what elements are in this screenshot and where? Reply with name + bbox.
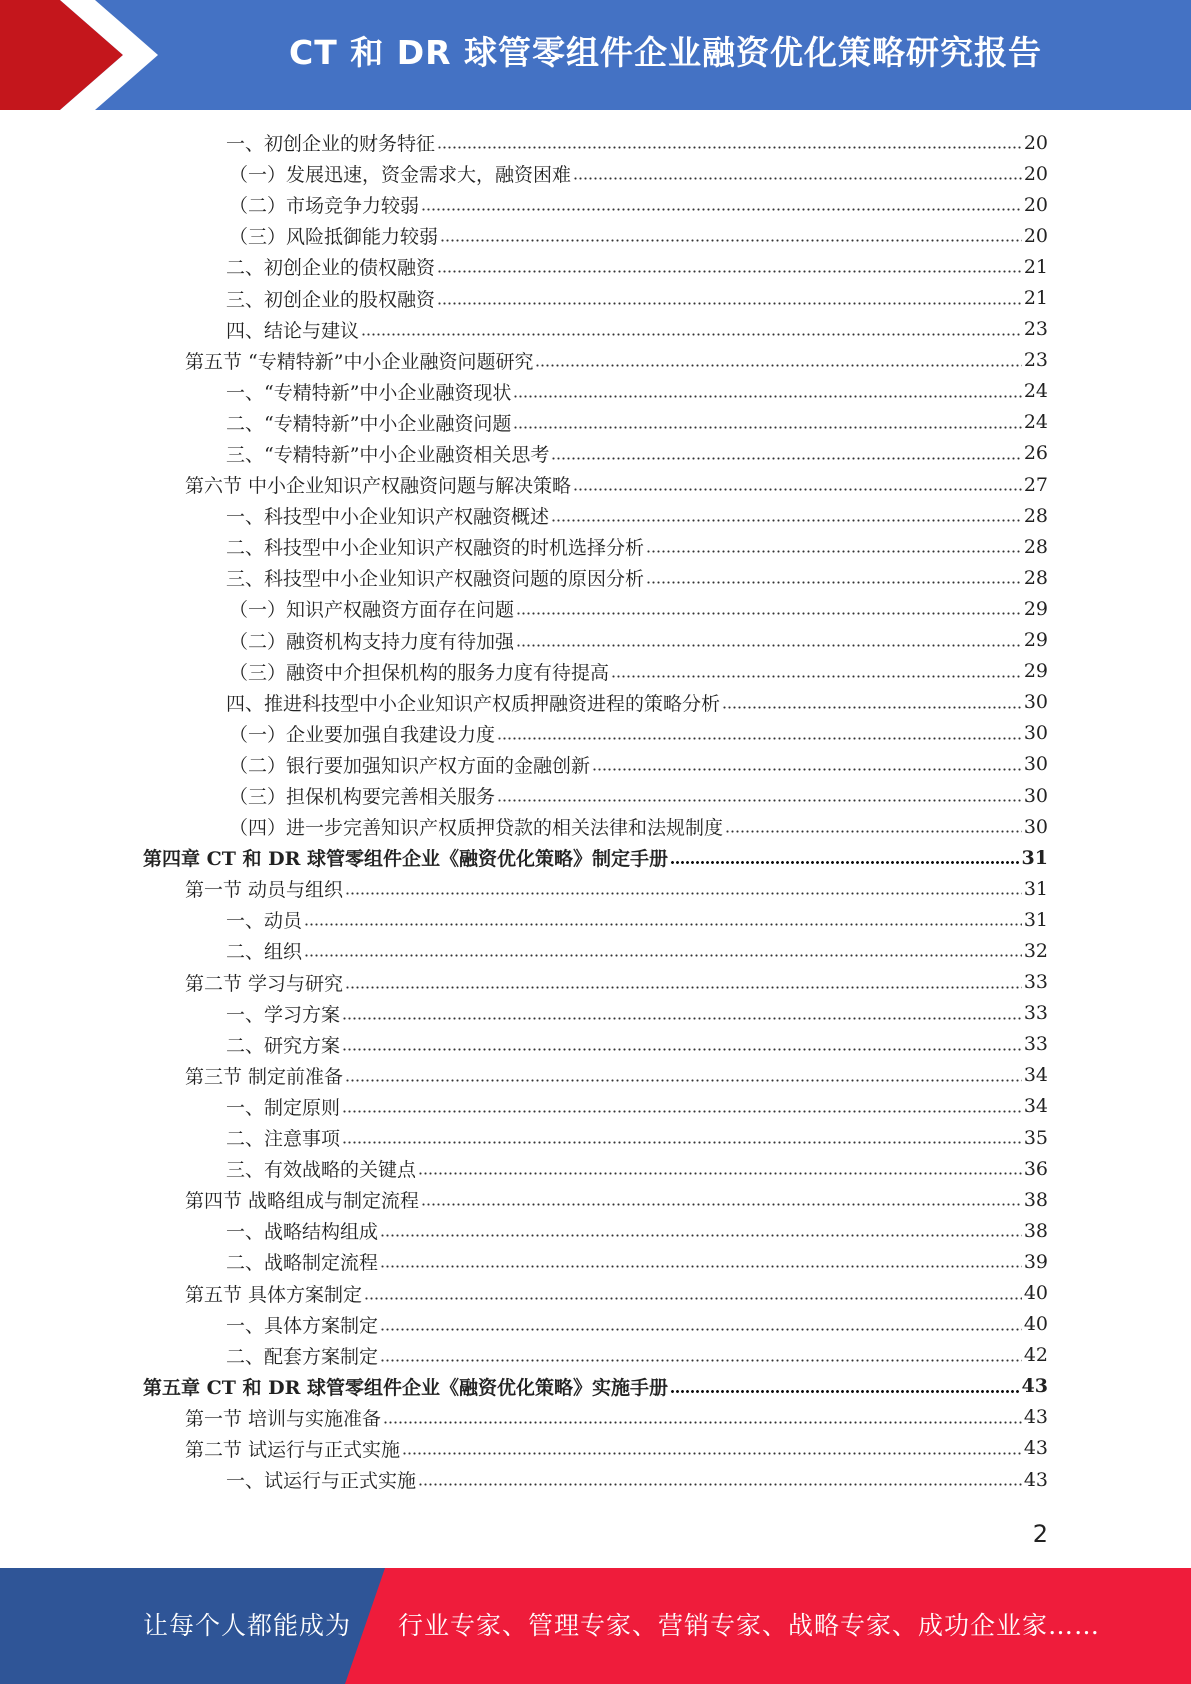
toc-dot-leader [573, 169, 1022, 188]
toc-entry-page: 38 [1023, 1219, 1048, 1242]
toc-entry-title: （一）知识产权融资方面存在问题 [229, 599, 515, 622]
toc-dot-leader [670, 853, 1020, 872]
toc-entry-title: 第五节 “专精特新”中小企业融资问题研究 [185, 350, 534, 373]
toc-entry-title: 一、制定原则 [226, 1096, 341, 1119]
toc-entry-page: 31 [1023, 908, 1048, 931]
page-footer [0, 1568, 1191, 1684]
toc-dot-leader [421, 1195, 1022, 1214]
toc-entry-page: 30 [1023, 784, 1048, 807]
toc-entry-page: 39 [1023, 1250, 1048, 1273]
toc-entry[interactable] [0, 1402, 1191, 1433]
toc-entry-title: 一、学习方案 [226, 1003, 341, 1026]
toc-entry[interactable] [0, 127, 1191, 158]
toc-entry[interactable] [0, 469, 1191, 500]
toc-entry-title: 一、动员 [226, 910, 303, 933]
toc-dot-leader [418, 1164, 1022, 1183]
toc-entry[interactable] [0, 1122, 1191, 1153]
document-title: CT 和 DR 球管零组件企业融资优化策略研究报告 [289, 33, 1042, 72]
toc-entry-page: 30 [1023, 815, 1048, 838]
toc-entry[interactable] [0, 1246, 1191, 1277]
toc-entry-title: 二、组织 [226, 941, 303, 964]
toc-entry-title: 一、战略结构组成 [226, 1221, 379, 1244]
table-of-contents [0, 127, 1191, 1495]
toc-dot-leader [380, 1257, 1022, 1276]
toc-entry[interactable] [0, 1464, 1191, 1495]
toc-dot-leader [516, 604, 1022, 623]
toc-entry-page: 38 [1023, 1188, 1048, 1211]
toc-dot-leader [535, 356, 1021, 375]
toc-dot-leader [345, 1071, 1022, 1090]
toc-entry-page: 28 [1023, 566, 1048, 589]
toc-entry-title: 三、有效战略的关键点 [226, 1159, 417, 1182]
toc-dot-leader [437, 138, 1022, 157]
toc-dot-leader [611, 667, 1022, 686]
toc-entry-page: 42 [1023, 1344, 1048, 1367]
toc-dot-leader [304, 946, 1022, 965]
toc-entry[interactable] [0, 873, 1191, 904]
toc-entry[interactable] [0, 345, 1191, 376]
toc-dot-leader [342, 1040, 1022, 1059]
toc-entry[interactable] [0, 407, 1191, 438]
toc-dot-leader [421, 200, 1022, 219]
toc-dot-leader [437, 294, 1022, 313]
toc-entry-title: （三）融资中介担保机构的服务力度有待提高 [229, 661, 610, 684]
toc-entry[interactable] [0, 562, 1191, 593]
footer-slogan-right: 行业专家、管理专家、营销专家、战略专家、成功企业家…… [398, 1611, 1101, 1640]
toc-entry-title: 一、试运行与正式实施 [226, 1470, 417, 1493]
toc-entry-page: 31 [1021, 846, 1048, 869]
toc-entry-page: 29 [1023, 660, 1048, 683]
toc-dot-leader [345, 884, 1022, 903]
toc-dot-leader [551, 449, 1021, 468]
toc-entry-title: 二、科技型中小企业知识产权融资的时机选择分析 [226, 537, 645, 560]
toc-entry[interactable] [0, 282, 1191, 313]
toc-entry-title: 二、配套方案制定 [226, 1345, 379, 1368]
toc-entry-page: 20 [1023, 193, 1048, 216]
toc-entry-title: 一、初创企业的财务特征 [226, 133, 436, 156]
toc-entry[interactable] [0, 251, 1191, 282]
toc-entry-title: 第六节 中小企业知识产权融资问题与解决策略 [185, 475, 572, 498]
toc-entry-page: 21 [1023, 287, 1048, 310]
toc-entry-page: 31 [1023, 877, 1048, 900]
toc-entry-page: 40 [1023, 1282, 1048, 1305]
toc-dot-leader [361, 325, 1022, 344]
toc-entry-title: 第一节 培训与实施准备 [185, 1407, 382, 1430]
toc-entry[interactable] [0, 500, 1191, 531]
toc-entry[interactable] [0, 780, 1191, 811]
toc-dot-leader [646, 542, 1022, 561]
toc-dot-leader [497, 791, 1022, 810]
toc-entry-page: 20 [1023, 162, 1048, 185]
toc-dot-leader [646, 573, 1022, 592]
toc-entry[interactable] [0, 625, 1191, 656]
toc-dot-leader [513, 418, 1021, 437]
toc-dot-leader [380, 1351, 1022, 1370]
toc-entry-page: 43 [1021, 1375, 1048, 1398]
toc-dot-leader [345, 978, 1022, 997]
toc-entry-title: 三、初创企业的股权融资 [226, 288, 436, 311]
toc-entry[interactable] [0, 1277, 1191, 1308]
toc-entry-page: 32 [1023, 939, 1048, 962]
toc-entry-page: 20 [1023, 131, 1048, 154]
toc-entry[interactable] [0, 904, 1191, 935]
toc-dot-leader [592, 760, 1022, 779]
toc-entry-page: 23 [1023, 349, 1048, 372]
toc-entry[interactable] [0, 1433, 1191, 1464]
toc-entry-title: 三、“专精特新”中小企业融资相关思考 [226, 443, 550, 466]
toc-dot-leader [573, 480, 1022, 499]
toc-dot-leader [402, 1444, 1022, 1463]
toc-entry-title: （二）融资机构支持力度有待加强 [229, 630, 515, 653]
toc-dot-leader [440, 231, 1022, 250]
toc-entry[interactable] [0, 314, 1191, 345]
toc-dot-leader [513, 387, 1021, 406]
toc-entry[interactable] [0, 1371, 1191, 1402]
toc-entry-page: 33 [1023, 1033, 1048, 1056]
toc-entry-title: 第四章 CT 和 DR 球管零组件企业《融资优化策略》制定手册 [143, 848, 668, 871]
toc-entry-page: 43 [1023, 1437, 1048, 1460]
toc-entry-page: 21 [1023, 255, 1048, 278]
toc-dot-leader [342, 1133, 1022, 1152]
toc-entry-title: 二、初创企业的债权融资 [226, 257, 436, 280]
toc-entry-title: （三）担保机构要完善相关服务 [229, 786, 496, 809]
toc-entry-page: 26 [1023, 442, 1048, 465]
toc-entry-title: 一、科技型中小企业知识产权融资概述 [226, 506, 550, 529]
toc-entry-page: 40 [1023, 1313, 1048, 1336]
toc-entry[interactable] [0, 158, 1191, 189]
toc-entry-page: 43 [1023, 1406, 1048, 1429]
toc-dot-leader [342, 1102, 1022, 1121]
toc-entry-title: 第三节 制定前准备 [185, 1065, 344, 1088]
toc-entry-page: 29 [1023, 629, 1048, 652]
toc-entry-title: 第一节 动员与组织 [185, 879, 344, 902]
toc-entry[interactable] [0, 189, 1191, 220]
toc-entry[interactable] [0, 593, 1191, 624]
toc-entry-title: （四）进一步完善知识产权质押贷款的相关法律和法规制度 [229, 817, 724, 840]
toc-entry-page: 28 [1023, 535, 1048, 558]
toc-entry-page: 35 [1023, 1126, 1048, 1149]
toc-entry[interactable] [0, 718, 1191, 749]
toc-entry[interactable] [0, 998, 1191, 1029]
toc-entry[interactable] [0, 687, 1191, 718]
toc-dot-leader [497, 729, 1022, 748]
toc-dot-leader [437, 262, 1022, 281]
toc-entry[interactable] [0, 1340, 1191, 1371]
toc-dot-leader [725, 822, 1022, 841]
toc-dot-leader [342, 1009, 1022, 1028]
toc-entry-title: 一、具体方案制定 [226, 1314, 379, 1337]
toc-entry-page: 34 [1023, 1095, 1048, 1118]
toc-entry-title: 一、“专精特新”中小企业融资现状 [226, 381, 512, 404]
toc-dot-leader [383, 1413, 1022, 1432]
toc-entry-title: （一）发展迅速，资金需求大，融资困难 [229, 164, 572, 187]
toc-entry-page: 33 [1023, 971, 1048, 994]
toc-entry-page: 23 [1023, 318, 1048, 341]
toc-entry[interactable] [0, 842, 1191, 873]
toc-entry[interactable] [0, 531, 1191, 562]
page-header [0, 0, 1191, 110]
toc-entry-title: 三、科技型中小企业知识产权融资问题的原因分析 [226, 568, 645, 591]
toc-entry[interactable] [0, 1184, 1191, 1215]
toc-entry[interactable] [0, 811, 1191, 842]
toc-entry[interactable] [0, 967, 1191, 998]
toc-entry[interactable] [0, 749, 1191, 780]
footer-slogan-left: 让每个人都能成为 [143, 1611, 352, 1640]
toc-entry[interactable] [0, 656, 1191, 687]
toc-entry-title: 四、结论与建议 [226, 319, 360, 342]
toc-entry[interactable] [0, 376, 1191, 407]
toc-entry-title: 二、战略制定流程 [226, 1252, 379, 1275]
toc-dot-leader [516, 636, 1022, 655]
toc-entry-page: 20 [1023, 224, 1048, 247]
toc-entry-page: 43 [1023, 1468, 1048, 1491]
toc-entry-title: （二）银行要加强知识产权方面的金融创新 [229, 754, 591, 777]
toc-entry-title: 二、注意事项 [226, 1128, 341, 1151]
toc-entry-title: 第二节 试运行与正式实施 [185, 1438, 401, 1461]
toc-entry[interactable] [0, 1029, 1191, 1060]
toc-dot-leader [670, 1382, 1020, 1401]
toc-entry-page: 28 [1023, 504, 1048, 527]
toc-entry[interactable] [0, 935, 1191, 966]
toc-entry-title: （二）市场竞争力较弱 [229, 195, 420, 218]
toc-entry[interactable] [0, 438, 1191, 469]
toc-dot-leader [304, 915, 1022, 934]
toc-entry-title: 第四节 战略组成与制定流程 [185, 1190, 420, 1213]
toc-entry-page: 24 [1023, 411, 1048, 434]
toc-entry[interactable] [0, 1309, 1191, 1340]
toc-entry-title: 二、“专精特新”中小企业融资问题 [226, 412, 512, 435]
toc-dot-leader [380, 1226, 1022, 1245]
toc-entry-page: 36 [1023, 1157, 1048, 1180]
toc-entry-page: 30 [1023, 691, 1048, 714]
toc-entry-page: 30 [1023, 722, 1048, 745]
toc-entry[interactable] [0, 1060, 1191, 1091]
toc-entry-title: 第五章 CT 和 DR 球管零组件企业《融资优化策略》实施手册 [143, 1376, 668, 1399]
toc-entry-page: 29 [1023, 597, 1048, 620]
toc-dot-leader [722, 698, 1022, 717]
toc-entry-page: 30 [1023, 753, 1048, 776]
toc-entry-title: 第五节 具体方案制定 [185, 1283, 363, 1306]
toc-entry-title: 四、推进科技型中小企业知识产权质押融资进程的策略分析 [226, 692, 721, 715]
toc-entry-page: 24 [1023, 380, 1048, 403]
toc-entry-title: 第二节 学习与研究 [185, 972, 344, 995]
toc-entry-page: 34 [1023, 1064, 1048, 1087]
toc-entry[interactable] [0, 220, 1191, 251]
toc-entry[interactable] [0, 1091, 1191, 1122]
toc-entry[interactable] [0, 1153, 1191, 1184]
toc-entry-title: 二、研究方案 [226, 1034, 341, 1057]
toc-dot-leader [364, 1289, 1022, 1308]
toc-entry-page: 27 [1023, 473, 1048, 496]
toc-entry-title: （三）风险抵御能力较弱 [229, 226, 439, 249]
toc-dot-leader [380, 1320, 1022, 1339]
page-number: 2 [1032, 1520, 1048, 1548]
toc-dot-leader [551, 511, 1022, 530]
toc-dot-leader [418, 1475, 1022, 1494]
toc-entry-title: （一）企业要加强自我建设力度 [229, 723, 496, 746]
toc-entry[interactable] [0, 1215, 1191, 1246]
toc-entry-page: 33 [1023, 1002, 1048, 1025]
